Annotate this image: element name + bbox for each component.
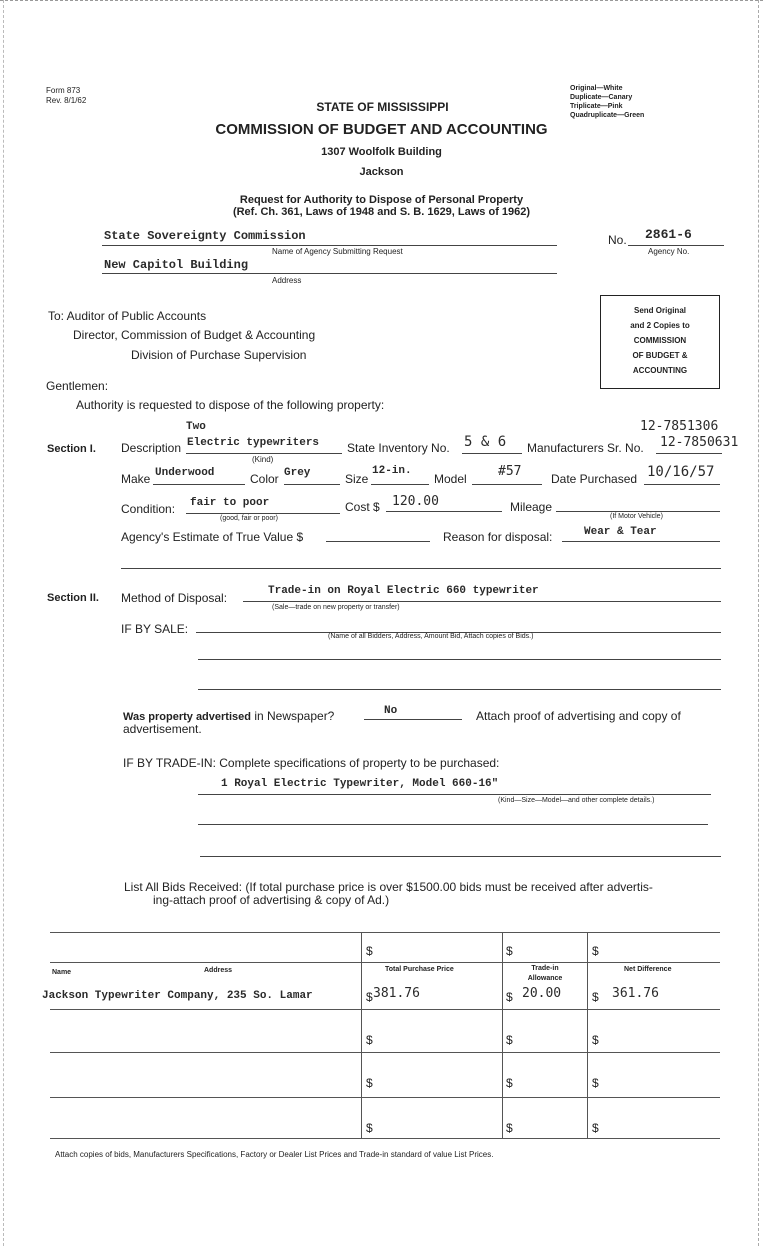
model-value: #57 <box>498 464 522 479</box>
sale-label: IF BY SALE: <box>121 622 189 636</box>
header-address: Address <box>204 967 233 974</box>
greeting: Gentlemen: <box>46 379 109 393</box>
state-title: STATE OF MISSISSIPPI <box>316 100 449 114</box>
agency-no-caption: Agency No. <box>648 247 690 256</box>
agency-address-value: New Capitol Building <box>104 258 249 272</box>
perforation-left <box>3 0 4 1246</box>
perforation-top <box>0 0 763 1</box>
agency-no-line <box>628 245 724 246</box>
authority-text: Authority is requested to dispose of the following property: <box>76 398 385 412</box>
agency-no-value: 2861-6 <box>645 227 692 242</box>
agency-name-line <box>102 245 557 246</box>
method-caption: (Sale—trade on new property or transfer) <box>272 604 400 611</box>
serial-label: Manufacturers Sr. No. <box>527 441 644 455</box>
condition-caption: (good, fair or poor) <box>220 515 278 522</box>
size-value: 12-in. <box>372 465 412 477</box>
advertised-value: No <box>384 705 398 717</box>
method-label: Method of Disposal: <box>121 591 228 605</box>
agency-name-caption: Name of Agency Submitting Request <box>272 247 403 256</box>
description-value: Electric typewriters <box>187 437 320 449</box>
description-qty: Two <box>186 421 206 433</box>
bid-row-1-total: 381.76 <box>373 986 420 1001</box>
to-director: Director, Commission of Budget & Accounting <box>73 328 316 342</box>
color-label: Color <box>250 472 279 486</box>
trade-in-label: IF BY TRADE-IN: Complete specifications of property to be purchased: <box>123 756 500 770</box>
copy-original: Original—White <box>570 85 623 92</box>
header-name: Name <box>52 969 72 976</box>
date-label: Date Purchased <box>551 472 638 486</box>
footer-note: Attach copies of bids, Manufacturers Specifications, Factory or Dealer List Prices and Trade-in standard of value List Prices. <box>55 1150 494 1159</box>
form-revision: Rev. 8/1/62 <box>46 96 87 105</box>
cost-value: 120.00 <box>392 494 439 509</box>
perforation-right <box>758 0 759 1246</box>
condition-label: Condition: <box>121 502 176 516</box>
size-label: Size <box>345 472 369 486</box>
city: Jackson <box>359 166 404 178</box>
inventory-label: State Inventory No. <box>347 441 450 455</box>
model-label: Model <box>434 472 467 486</box>
advertised-question: Was property advertised in Newspaper? <box>123 709 335 723</box>
sale-caption: (Name of all Bidders, Address, Amount Bid, Attach copies of Bids.) <box>328 633 534 640</box>
copy-triplicate: Triplicate—Pink <box>570 103 623 110</box>
agency-no-label: No. <box>608 233 627 247</box>
bid-row-1-name-address: Jackson Typewriter Company, 235 So. Lamar <box>42 990 313 1002</box>
form-number: Form 873 <box>46 86 81 95</box>
agency-address-line <box>102 273 557 274</box>
reason-label: Reason for disposal: <box>443 530 553 544</box>
header-total: Total Purchase Price <box>385 966 454 973</box>
trade-in-value: 1 Royal Electric Typewriter, Model 660-16" <box>221 778 499 790</box>
bid-row-1-trade-in: 20.00 <box>522 986 562 1001</box>
bids-instruction-2: ing-attach proof of advertising & copy of Ad.) <box>153 893 390 907</box>
make-label: Make <box>121 472 151 486</box>
section-2-label: Section II. <box>47 592 99 604</box>
legal-reference: (Ref. Ch. 361, Laws of 1948 and S. B. 1629, Laws of 1962) <box>232 206 531 218</box>
copy-quadruplicate: Quadruplicate—Green <box>570 112 645 119</box>
to-division: Division of Purchase Supervision <box>131 348 307 362</box>
advertised-tail: Attach proof of advertising and copy of <box>476 709 681 723</box>
agency-name-value: State Sovereignty Commission <box>104 229 306 243</box>
copy-duplicate: Duplicate—Canary <box>570 94 633 101</box>
send-copies-box: Send Original and 2 Copies to COMMISSION OF BUDGET & ACCOUNTING <box>600 295 720 389</box>
serial-value-2: 12-7850631 <box>660 435 739 450</box>
kind-caption: (Kind) <box>252 455 274 464</box>
to-auditor: To: Auditor of Public Accounts <box>48 309 207 323</box>
section-1-label: Section I. <box>47 443 96 455</box>
date-value: 10/16/57 <box>647 464 715 480</box>
description-label: Description <box>121 441 182 455</box>
request-title: Request for Authority to Dispose of Personal Property <box>239 194 524 206</box>
header-net: Net Difference <box>624 966 672 973</box>
agency-address-caption: Address <box>272 276 302 285</box>
header-trade-in: Trade-in Allowance <box>527 965 563 982</box>
bid-row-1-net: 361.76 <box>612 986 659 1001</box>
commission-title: COMMISSION OF BUDGET AND ACCOUNTING <box>215 121 548 138</box>
mileage-caption: (If Motor Vehicle) <box>610 513 663 520</box>
section-1-extra-line <box>121 568 721 569</box>
reason-value: Wear & Tear <box>584 526 657 538</box>
mileage-label: Mileage <box>510 500 553 514</box>
building: 1307 Woolfolk Building <box>321 146 442 158</box>
advertised-tail-2: advertisement. <box>123 722 202 736</box>
trade-in-caption: (Kind—Size—Model—and other complete details.) <box>498 797 655 804</box>
bids-instruction-1: List All Bids Received: (If total purchase price is over $1500.00 bids must be received after advertis- <box>124 880 653 894</box>
inventory-value: 5 & 6 <box>464 434 507 450</box>
serial-value-1: 12-7851306 <box>640 419 719 434</box>
make-value: Underwood <box>155 467 215 479</box>
method-value: Trade-in on Royal Electric 660 typewriter <box>268 585 539 597</box>
estimate-label: Agency's Estimate of True Value $ <box>121 530 304 544</box>
cost-label: Cost $ <box>345 500 380 514</box>
condition-value: fair to poor <box>190 497 270 509</box>
color-value: Grey <box>284 467 311 479</box>
